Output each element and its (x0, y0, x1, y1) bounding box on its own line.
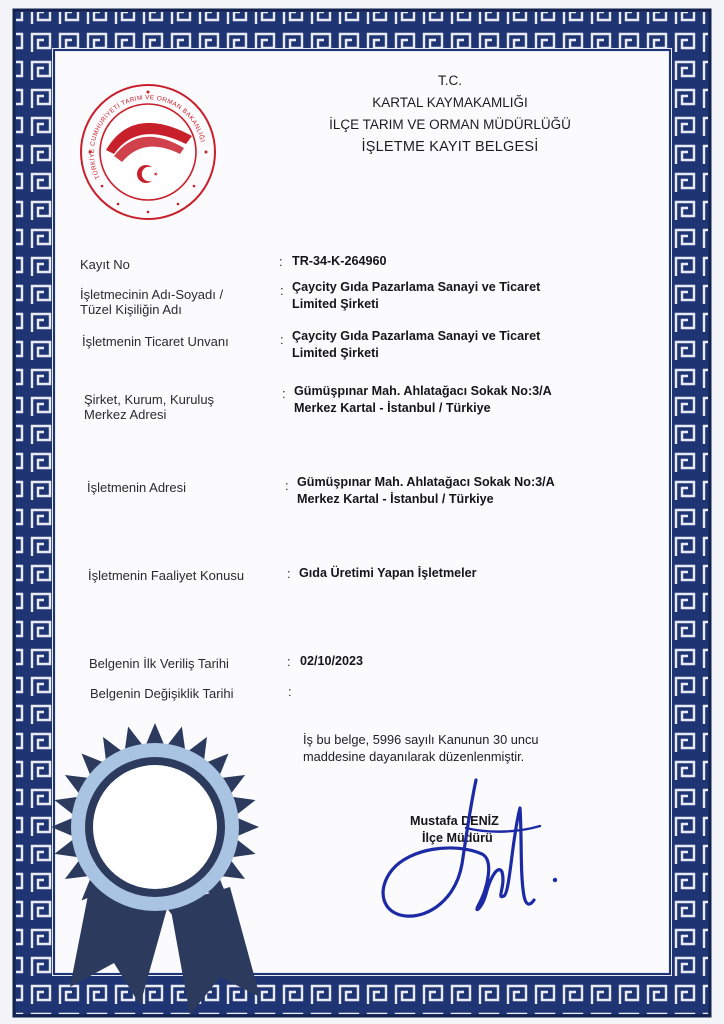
document-title: İŞLETME KAYIT BELGESİ (361, 139, 539, 155)
label-degisiklik: Belgenin Değişiklik Tarihi (90, 686, 234, 701)
value-merkez-adresi-2: Merkez Kartal - İstanbul / Türkiye (294, 401, 491, 415)
colon: : (282, 386, 286, 401)
colon: : (288, 684, 292, 699)
label-isletme-adresi: İşletmenin Adresi (87, 480, 186, 495)
value-isletmeci-1: Çaycity Gıda Pazarlama Sanayi ve Ticaret (292, 280, 541, 294)
document-header (300, 70, 600, 158)
label-faaliyet: İşletmenin Faaliyet Konusu (88, 568, 245, 583)
value-faaliyet: Gıda Üretimi Yapan İşletmeler (299, 566, 477, 580)
award-rosette-icon (30, 715, 280, 1015)
colon: : (287, 566, 291, 581)
label-kayit-no: Kayıt No (80, 257, 130, 272)
label-merkez-adresi-2: Merkez Adresi (84, 407, 167, 422)
header-tc: T.C. (437, 73, 462, 88)
signer-name: Mustafa DENİZ (410, 814, 499, 828)
label-ticaret-unvani: İşletmenin Ticaret Unvanı (82, 334, 229, 349)
label-merkez-adresi-1: Şirket, Kurum, Kuruluş (84, 392, 215, 407)
colon: : (280, 332, 284, 347)
signer-title: İlçe Müdürü (422, 831, 493, 845)
value-isletme-adresi-2: Merkez Kartal - İstanbul / Türkiye (297, 492, 494, 506)
value-isletme-adresi-1: Gümüşpınar Mah. Ahlatağacı Sokak No:3/A (297, 475, 555, 489)
colon: : (279, 254, 283, 269)
value-kayit-no: TR-34-K-264960 (292, 254, 387, 268)
colon: : (285, 478, 289, 493)
value-merkez-adresi-1: Gümüşpınar Mah. Ahlatağacı Sokak No:3/A (294, 384, 552, 398)
value-ticaret-unvani-1: Çaycity Gıda Pazarlama Sanayi ve Ticaret (292, 329, 541, 343)
ministry-seal-icon (78, 82, 218, 222)
header-kaymakamlik: KARTAL KAYMAKAMLIĞI (372, 95, 528, 110)
label-isletmeci-2: Tüzel Kişiliğin Adı (80, 302, 182, 317)
handwritten-signature-icon (370, 768, 570, 938)
colon: : (287, 654, 291, 669)
legal-line-2: maddesine dayanılarak düzenlenmiştir. (303, 749, 525, 764)
header-mudurluk: İLÇE TARIM VE ORMAN MÜDÜRLÜĞÜ (329, 117, 571, 132)
seal-ring-text: TÜRKİYE CUMHURİYETİ TARIM VE ORMAN BAKANLIĞI (88, 94, 206, 181)
legal-statement (303, 731, 603, 765)
label-isletmeci-1: İşletmecinin Adı-Soyadı / (80, 287, 224, 302)
legal-line-1: İş bu belge, 5996 sayılı Kanunun 30 uncu (303, 732, 539, 747)
value-ilk-verilis: 02/10/2023 (300, 654, 364, 668)
label-ilk-verilis: Belgenin İlk Veriliş Tarihi (89, 656, 229, 671)
colon: : (280, 283, 284, 298)
value-ticaret-unvani-2: Limited Şirketi (292, 346, 379, 360)
value-isletmeci-2: Limited Şirketi (292, 297, 379, 311)
